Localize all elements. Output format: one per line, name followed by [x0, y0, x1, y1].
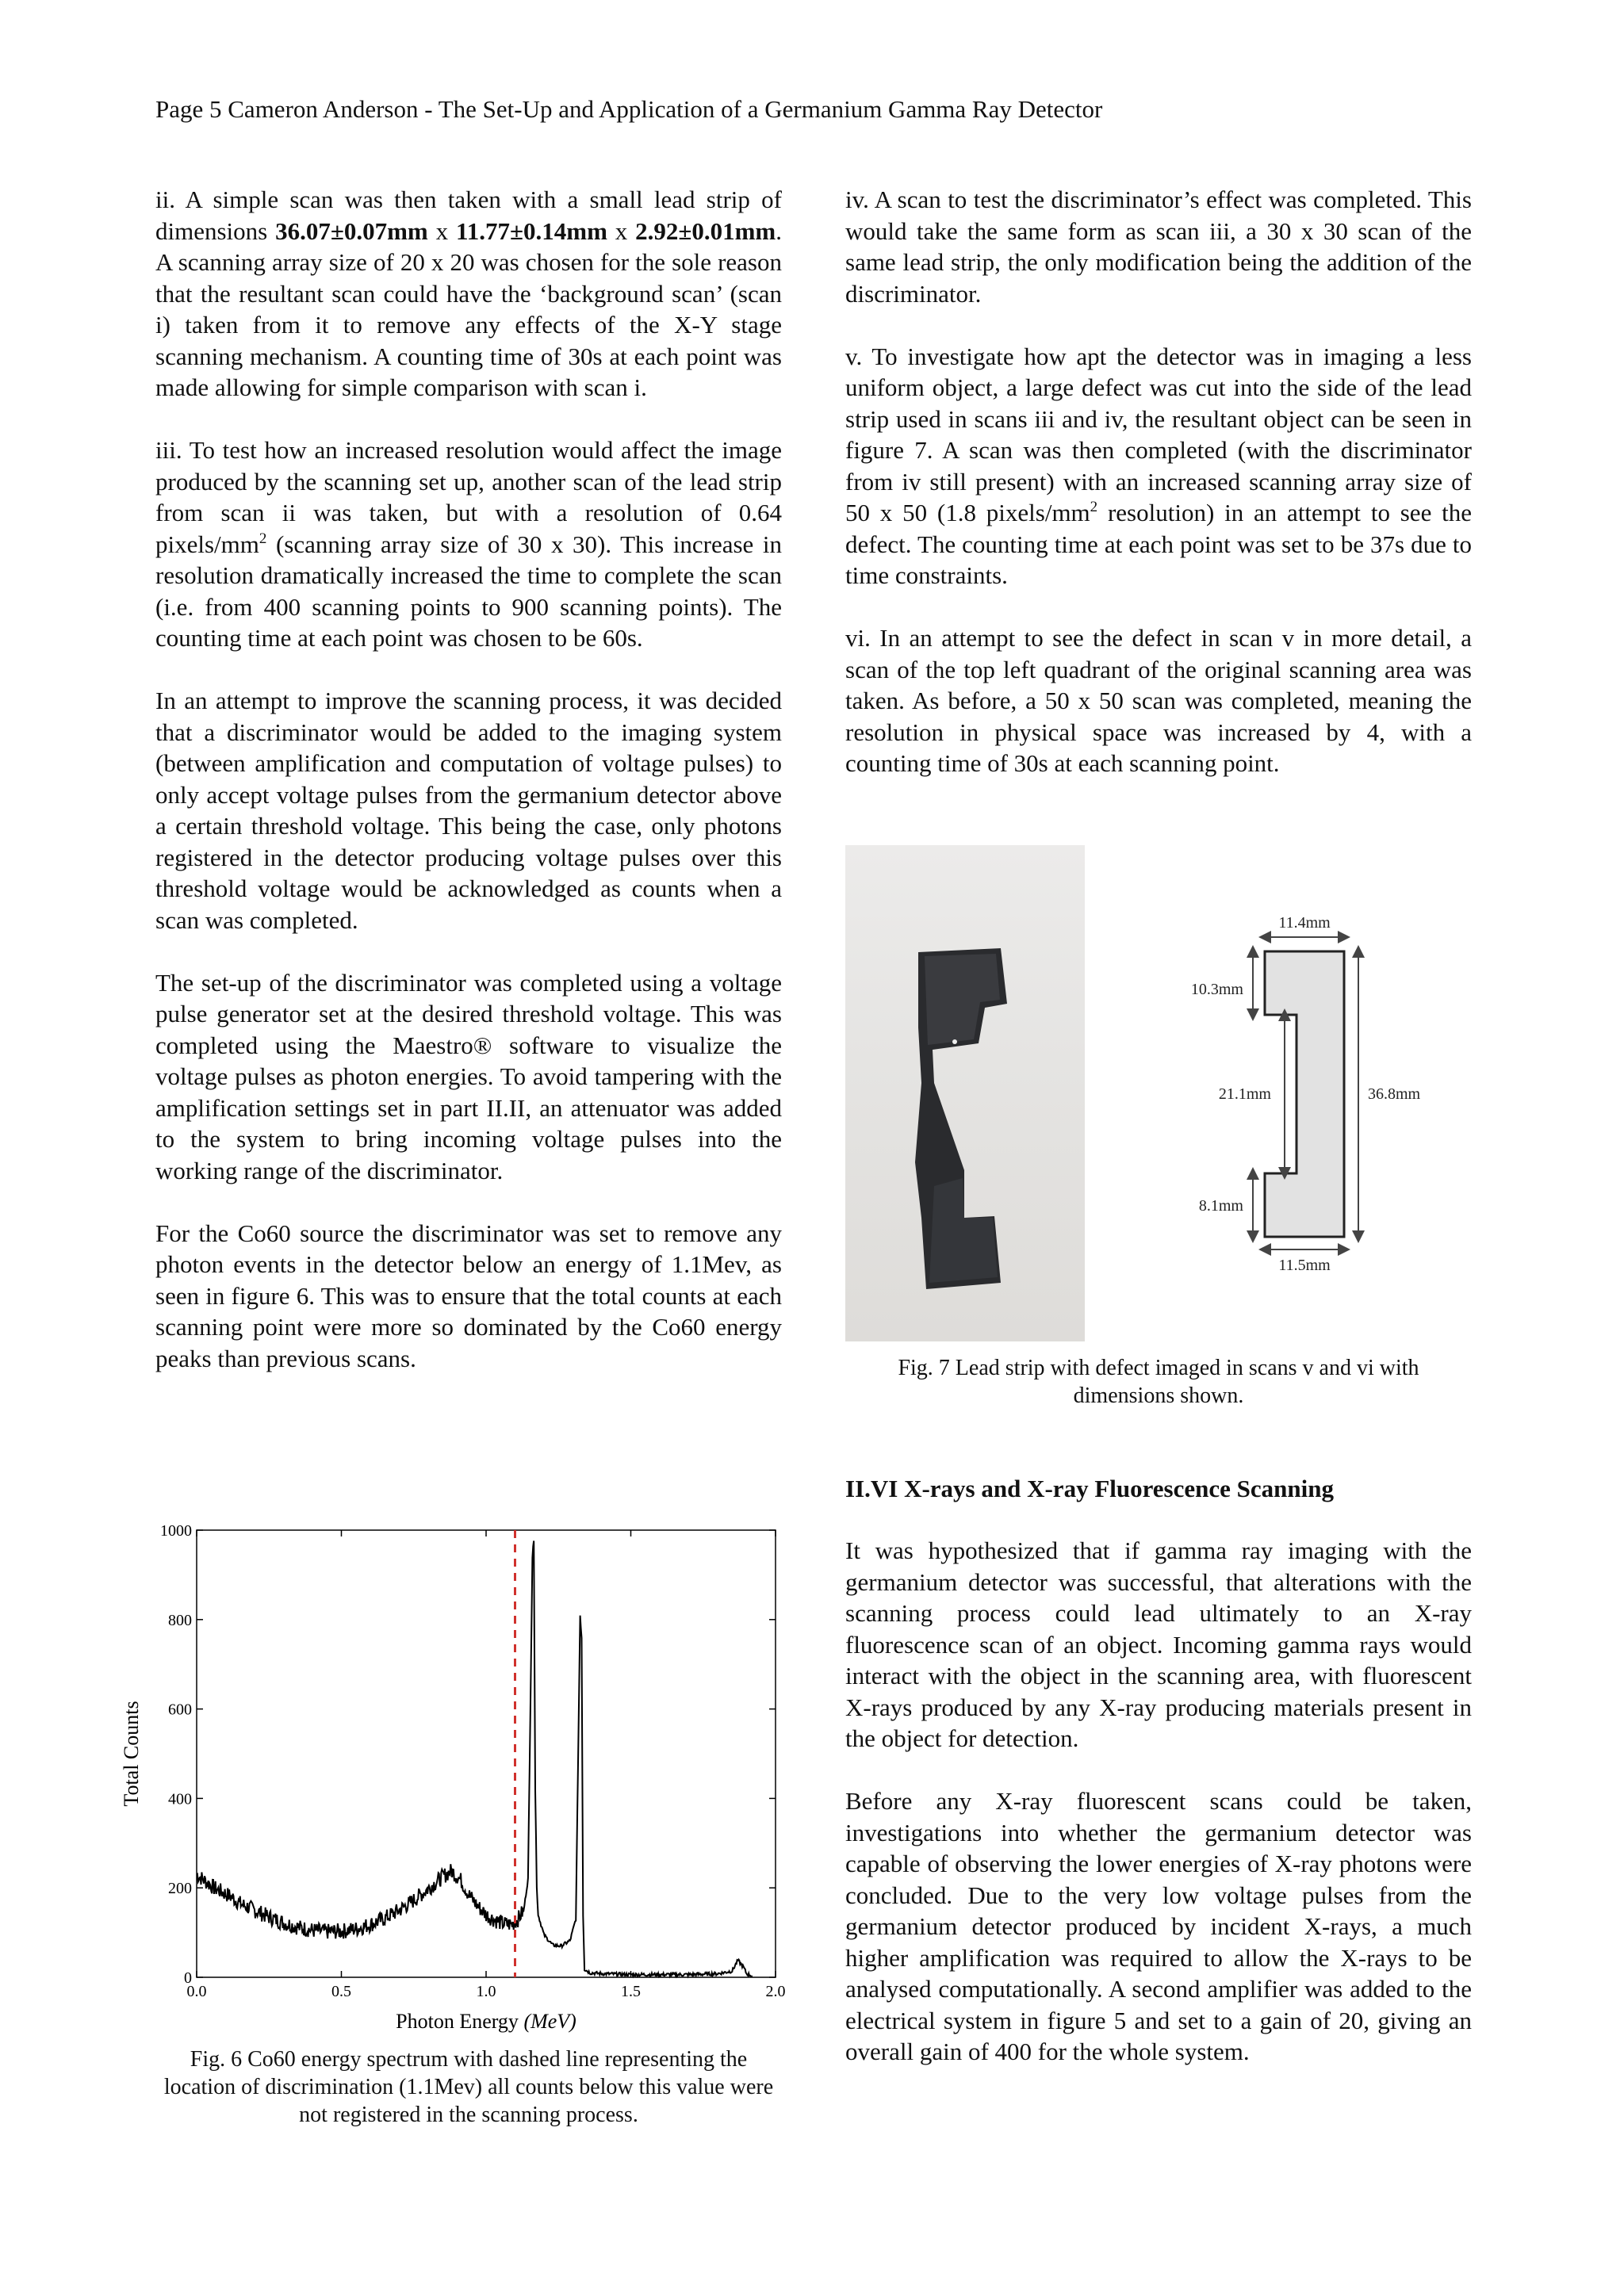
label-defect: 21.1mm — [1218, 1085, 1271, 1103]
y-tick-label: 400 — [168, 1790, 192, 1808]
figure-6-caption: Fig. 6 Co60 energy spectrum with dashed line representing the location of discrimination (1.1Mev) all counts below this value were not registered in the scanning process. — [163, 2047, 774, 2127]
label-bottom-notch: 8.1mm — [1198, 1197, 1243, 1215]
spectrum-line — [197, 1541, 753, 1977]
lead-strip-image — [845, 845, 1085, 1341]
text: . A scanning array size of 20 x 20 was chosen for the sole reason that the resultant scan could have the ‘background scan’ (scan i) taken from it to remove any effects of the X-Y stage scanning mechanism. A counting time of 30s at each point was made allowing for simple comparison with scan i. — [155, 216, 782, 401]
lead-strip-photo — [845, 845, 1085, 1341]
text: iii. To test how an increased resolution would affect the image produced by the scanning set up, another scan of the lead strip from scan ii was taken, but with a resolution of 0.64 pixels/mm — [155, 436, 782, 558]
chart-svg — [117, 1516, 791, 2039]
page-header: Page 5 Cameron Anderson - The Set-Up and Application of a Germanium Gamma Ray Detector — [155, 95, 1103, 123]
lead-strip-diagram — [1094, 896, 1467, 1276]
right-column — [845, 184, 1472, 779]
label-top-width: 11.4mm — [1278, 914, 1331, 932]
dimension-length: 36.07±0.07mm — [275, 216, 428, 245]
paragraph-discriminator-intro: In an attempt to improve the scanning process, it was decided that a discriminator would be added to the imaging system (between amplification and computation of voltage pulses) to only accept voltage pulses from the germanium detector above a certain threshold voltage. This being the case, only photons registered in the detector producing voltage pulses over this threshold voltage would be acknowledged as counts when a scan was completed. — [155, 687, 782, 934]
y-tick-label: 800 — [168, 1611, 192, 1629]
text: x — [607, 216, 636, 245]
superscript: 2 — [259, 530, 267, 547]
text: resolution) in an attempt to see the defect. The counting time at each point was set to be 37s due to time constraints. — [845, 499, 1472, 589]
paragraph-scan-ii — [155, 184, 782, 404]
right-column-lower — [845, 1535, 1472, 2099]
dimension-width: 11.77±0.14mm — [455, 216, 607, 245]
label-height: 36.8mm — [1368, 1085, 1421, 1103]
x-tick-label: 1.5 — [621, 1983, 641, 2000]
y-tick-label: 1000 — [160, 1522, 192, 1540]
text: v. To investigate how apt the detector was in imaging a less uniform object, a large defect was cut into the side of the lead strip used in scans iii and iv, the resultant object can be seen in figure 7. A scan was then completed (with the discriminator from iv still present) with an increased scanning array size of 50 x 50 (1.8 pixels/mm — [845, 342, 1472, 526]
paragraph-scan-iv: iv. A scan to test the discriminator’s effect was completed. This would take the same form as scan iii, a 30 x 30 scan of the same lead strip, the only modification being the addition of the discriminator. — [845, 186, 1472, 308]
left-column — [155, 184, 782, 1374]
paragraph-scan-v — [845, 341, 1472, 591]
dimension-thickness: 2.92±0.01mm — [635, 216, 776, 245]
figure-6-chart — [117, 1516, 791, 2039]
figure-7-caption: Fig. 7 Lead strip with defect imaged in scans v and vi with dimensions shown. — [898, 1356, 1419, 1408]
text: x — [427, 216, 456, 245]
paragraph-co60: For the Co60 source the discriminator was set to remove any photon events in the detector below an energy of 1.1Mev, as seen in figure 6. This was to ensure that the total counts at each scanning point were more so dominated by the Co60 energy peaks than previous scans. — [155, 1219, 782, 1372]
x-tick-label: 0.0 — [186, 1983, 207, 2000]
x-tick-label: 0.5 — [331, 1983, 351, 2000]
section-title: II.VI X-rays and X-ray Fluorescence Scanning — [845, 1475, 1334, 1502]
y-tick-label: 200 — [168, 1880, 192, 1898]
paragraph-scan-vi: vi. In an attempt to see the defect in scan v in more detail, a scan of the top left quadrant of the original scanning area was taken. As before, a 50 x 50 scan was completed, meaning the resolution in physical space was increased by 4, with a counting time of 30s at each scanning point. — [845, 624, 1472, 777]
paragraph-discriminator-setup: The set-up of the discriminator was completed using a voltage pulse generator set at the desired threshold voltage. This was completed using the Maestro® software to visualize the voltage pulses as photon energies. To avoid tampering with the amplification settings set in part II.II, an attenuator was added to the system to bring incoming voltage pulses into the working range of the discriminator. — [155, 968, 782, 1184]
diagram-svg — [1094, 896, 1467, 1276]
paragraph-xrf-hypothesis: It was hypothesized that if gamma ray imaging with the germanium detector was successful, that alterations with the scanning process could lead ultimately to an X-ray fluorescence scan of an object. Incoming gamma rays would interact with the object in the scanning area, with fluorescent X-rays produced by any X-ray producing materials present in the object for detection. — [845, 1536, 1472, 1752]
x-tick-label: 2.0 — [765, 1983, 786, 2000]
y-tick-label: 0 — [184, 1969, 192, 1987]
label-top-notch: 10.3mm — [1190, 981, 1243, 998]
paragraph-xrf-amplification: Before any X-ray fluorescent scans could be taken, investigations into whether the germanium detector was capable of observing the lower energies of X-ray photons were concluded. Due to the very low voltage pulses from the germanium detector produced by incident X-rays, a much higher amplification was required to allow the X-rays to be analysed computationally. A second amplifier was added to the electrical system in figure 5 and set to a gain of 20, giving an overall gain of 400 for the whole system. — [845, 1787, 1472, 2065]
y-tick-label: 600 — [168, 1701, 192, 1719]
x-tick-label: 1.0 — [476, 1983, 496, 2000]
plot-frame — [197, 1530, 776, 1977]
text: (scanning array size of 30 x 30). This increase in resolution dramatically increased the time to complete the scan (i.e. from 400 scanning points to 900 scanning points). The counting time at each point was chosen to be 60s. — [155, 530, 782, 652]
superscript: 2 — [1090, 499, 1098, 515]
x-axis-label: Photon Energy (MeV) — [396, 2010, 576, 2033]
y-axis-label: Total Counts — [120, 1701, 143, 1807]
paragraph-scan-iii — [155, 434, 782, 654]
label-bottom-width: 11.5mm — [1278, 1257, 1331, 1274]
text: ii. A simple scan was then taken with a small lead strip of dimensions — [155, 186, 782, 245]
